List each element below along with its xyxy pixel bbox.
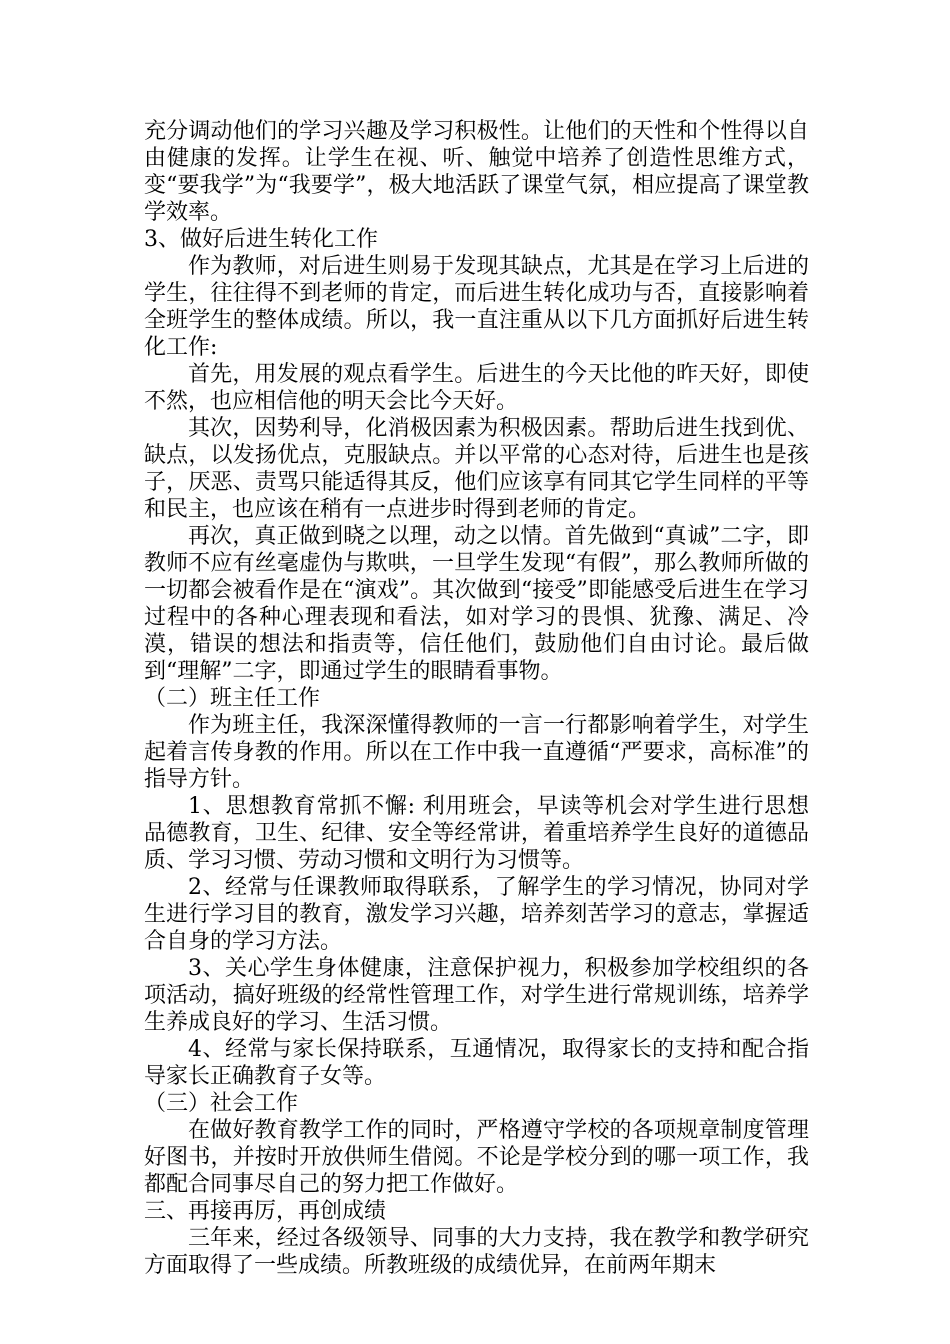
paragraph: 3、关心学生身体健康，注意保护视力，积极参加学校组织的各项活动，搞好班级的经常性管理工作，对学生进行常规训练，培养学生养成良好的学习、生活习惯。: [144, 956, 809, 1035]
paragraph: 2、经常与任课教师取得联系，了解学生的学习情况，协同对学生进行学习目的教育，激发学习兴趣，培养刻苦学习的意志，掌握适合自身的学习方法。: [144, 875, 809, 954]
document-page: [144, 118, 809, 1279]
paragraph: 其次，因势利导，化消极因素为积极因素。帮助后进生找到优、缺点，以发扬优点，克服缺点。并以平常的心态对待，后进生也是孩子，厌恶、责骂只能适得其反，他们应该享有同其它学生同样的平等和民主，也应该在稍有一点进步时得到老师的肯定。: [144, 416, 809, 522]
heading-backward-students: 3、做好后进生转化工作: [144, 227, 378, 252]
paragraph: 再次，真正做到晓之以理，动之以情。首先做到“真诚”二字，即教师不应有丝毫虚伪与欺哄，一旦学生发现“有假”，那么教师所做的一切都会被看作是在“演戏”。其次做到“接受”即能感受后进生在学习过程中的各种心理表现和看法，如对学习的畏惧、犹豫、满足、冷漠，错误的想法和指责等，信任他们，鼓励他们自由讨论。最后做到“理解”二字，即通过学生的眼睛看事物。: [144, 524, 809, 684]
heading-keep-striving: 三、再接再厉，再创成绩: [144, 1199, 387, 1224]
paragraph: 4、经常与家长保持联系，互通情况，取得家长的支持和配合指导家长正确教育子女等。: [144, 1037, 809, 1089]
paragraph: 作为教师，对后进生则易于发现其缺点，尤其是在学习上后进的学生，往往得不到老师的肯定，而后进生转化成功与否，直接影响着全班学生的整体成绩。所以，我一直注重从以下几方面抓好后进生转化工作:: [144, 254, 809, 360]
heading-class-teacher-work: （二）班主任工作: [144, 686, 321, 711]
paragraph-continued: 充分调动他们的学习兴趣及学习积极性。让他们的天性和个性得以自由健康的发挥。让学生在视、听、触觉中培养了创造性思维方式，变“要我学”为“我要学”，极大地活跃了课堂气氛，相应提高了课堂教学效率。: [144, 119, 809, 225]
paragraph: 1、思想教育常抓不懈: 利用班会，早读等机会对学生进行思想品德教育，卫生、纪律、安全等经常讲，着重培养学生良好的道德品质、学习习惯、劳动习惯和文明行为习惯等。: [144, 794, 809, 873]
paragraph: 作为班主任，我深深懂得教师的一言一行都影响着学生，对学生起着言传身教的作用。所以在工作中我一直遵循“严要求，高标准”的指导方针。: [144, 713, 809, 792]
heading-social-work: （三）社会工作: [144, 1091, 299, 1116]
paragraph: 首先，用发展的观点看学生。后进生的今天比他的昨天好，即使不然，也应相信他的明天会比今天好。: [144, 362, 809, 414]
paragraph: 在做好教育教学工作的同时，严格遵守学校的各项规章制度管理好图书，并按时开放供师生借阅。不论是学校分到的哪一项工作，我都配合同事尽自己的努力把工作做好。: [144, 1118, 809, 1197]
paragraph: 三年来，经过各级领导、同事的大力支持，我在教学和教学研究方面取得了一些成绩。所教班级的成绩优异，在前两年期末: [144, 1226, 809, 1278]
